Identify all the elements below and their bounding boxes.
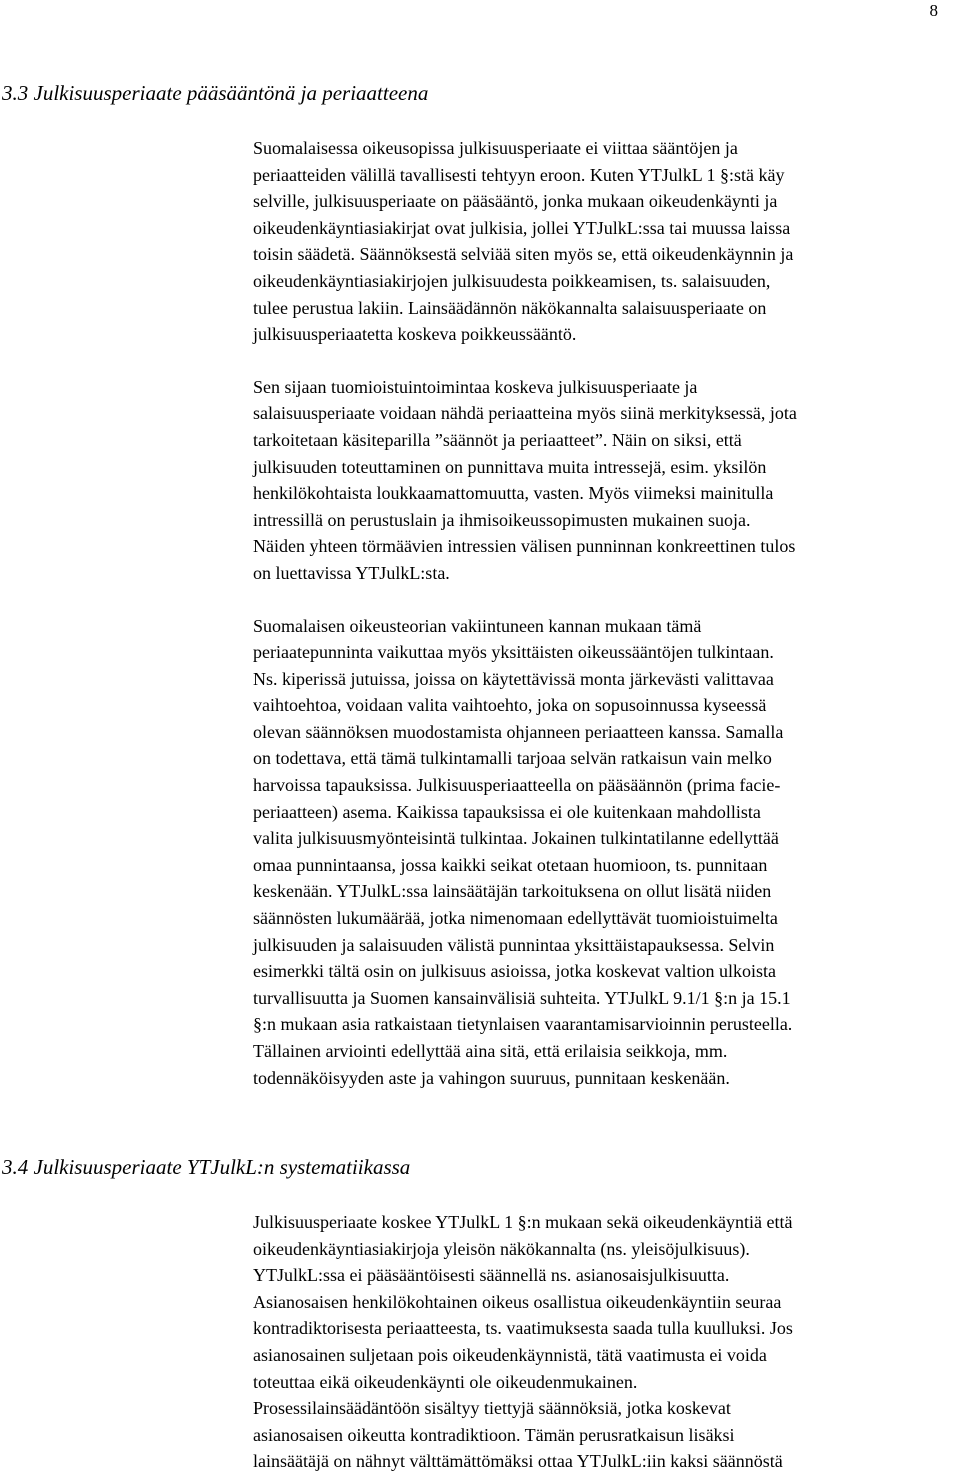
text-line: §:n mukaan asia ratkaistaan tietynlaisen vaarantamisarvioinnin perusteella.	[253, 1014, 793, 1035]
text-line: toteuttaa eikä oikeudenkäynti ole oikeudenmukainen.	[253, 1371, 638, 1392]
text-line: todennäköisyyden aste ja vahingon suuruus, punnitaan keskenään.	[253, 1067, 730, 1088]
text-line: Sen sijaan tuomioistuintoimintaa koskeva julkisuusperiaate ja	[253, 376, 698, 397]
text-line: valita julkisuusmyönteisintä tulkintaa. Jokainen tulkintatilanne edellyttää	[253, 828, 779, 849]
text-line: oikeudenkäyntiasiakirjoja yleisön näkökannalta (ns. yleisöjulkisuus).	[253, 1238, 750, 1259]
text-line: Suomalaisessa oikeusopissa julkisuusperiaate ei viittaa sääntöjen ja	[253, 138, 738, 158]
text-line: julkisuuden toteuttaminen on punnittava muita intressejä, esim. yksilön	[253, 456, 767, 477]
paragraph-spacer	[253, 587, 958, 613]
paragraph-1	[253, 1209, 958, 1475]
text-line: vaihtoehtoa, voidaan valita vaihtoehto, joka on sopusoinnussa kyseessä	[253, 695, 767, 716]
text-line: on todettava, että tämä tulkintamalli tarjoaa selvän ratkaisun vain melko	[253, 748, 772, 769]
text-line: salaisuusperiaate voidaan nähdä periaatteina myös siinä merkityksessä, jota	[253, 403, 797, 424]
text-line: olevan säännöksen muodostamista ohjanneen periaatteen kanssa. Samalla	[253, 721, 784, 742]
section-body-3-3	[253, 135, 958, 1091]
text-line: Prosessilainsäädäntöön sisältyy tiettyjä säännöksiä, jotka koskevat	[253, 1398, 731, 1419]
text-line: asianosaisen oikeutta kontradiktioon. Tämän perusratkaisun lisäksi	[253, 1424, 735, 1445]
text-line: asianosainen suljetaan pois oikeudenkäynnistä, tätä vaatimusta ei voida	[253, 1344, 767, 1365]
text-line: kontradiktorisesta periaatteesta, ts. vaatimuksesta saada tulla kuulluksi. Jos	[253, 1318, 793, 1339]
text-line: oikeudenkäyntiasiakirjojen julkisuudesta poikkeamisen, ts. salaisuuden,	[253, 270, 771, 291]
text-line: Asianosaisen henkilökohtainen oikeus osallistua oikeudenkäyntiin seuraa	[253, 1291, 782, 1312]
text-line: omaa punnintaansa, jossa kaikki seikat otetaan huomioon, ts. punnitaan	[253, 854, 768, 875]
text-line: säännösten lukumäärää, jotka nimenomaan edellyttävät tuomioistuimelta	[253, 908, 778, 929]
section-heading-3-3: 3.3 Julkisuusperiaate pääsääntönä ja periaatteena	[2, 81, 429, 105]
paragraph-1	[253, 135, 958, 348]
text-line: Suomalaisen oikeusteorian vakiintuneen kannan mukaan tämä	[253, 615, 702, 636]
text-line: Julkisuusperiaate koskee YTJulkL 1 §:n mukaan sekä oikeudenkäyntiä että	[253, 1212, 793, 1232]
text-line: lainsäätäjä on nähnyt välttämättömäksi ottaa YTJulkL:iin kaksi säännöstä	[253, 1451, 783, 1472]
text-line: oikeudenkäyntiasiakirjat ovat julkisia, jollei YTJulkL:ssa tai muussa laissa	[253, 217, 791, 238]
text-line: julkisuusperiaatetta koskeva poikkeussääntö.	[253, 324, 577, 345]
text-line: periaatepunninta vaikuttaa myös yksittäisten oikeussääntöjen tulkintaan.	[253, 642, 774, 663]
text-line: tarkoitetaan käsiteparilla ”säännöt ja periaatteet”. Näin on siksi, että	[253, 429, 742, 450]
text-line: turvallisuutta ja Suomen kansainvälisiä suhteita. YTJulkL 9.1/1 §:n ja 15.1	[253, 987, 791, 1008]
text-line: Ns. kiperissä jutuissa, joissa on käytettävissä monta järkevästi valittavaa	[253, 668, 774, 689]
text-line: Näiden yhteen törmäävien intressien välisen punninnan konkreettinen tulos	[253, 536, 796, 557]
section-heading-3-4: 3.4 Julkisuusperiaate YTJulkL:n systematiikassa	[2, 1155, 411, 1179]
text-line: on luettavissa YTJulkL:sta.	[253, 562, 450, 583]
text-line: intressillä on perustuslain ja ihmisoikeussopimusten mukainen suoja.	[253, 509, 751, 530]
text-line: julkisuuden ja salaisuuden välistä punnintaa yksittäistapauksessa. Selvin	[253, 934, 775, 955]
section-body-3-4	[253, 1209, 958, 1475]
text-line: esimerkki tältä osin on julkisuus asioissa, jotka koskevat valtion ulkoista	[253, 961, 776, 982]
paragraph-spacer	[253, 348, 958, 374]
text-line: selville, julkisuusperiaate on pääsääntö, jonka mukaan oikeudenkäynti ja	[253, 191, 778, 212]
text-line: keskenään. YTJulkL:ssa lainsäätäjän tarkoituksena on ollut lisätä niiden	[253, 881, 772, 902]
paragraph-2	[253, 374, 958, 587]
text-line: Tällainen arviointi edellyttää aina sitä, että erilaisia seikkoja, mm.	[253, 1041, 728, 1061]
paragraph-3	[253, 613, 958, 1092]
text-line: tulee perustua lakiin. Lainsäädännön näkökannalta salaisuusperiaate on	[253, 297, 767, 318]
text-line: periaatteen) asema. Kaikissa tapauksissa ei ole kuitenkaan mahdollista	[253, 801, 761, 822]
text-line: periaatteiden välillä tavallisesti tehtyyn eroon. Kuten YTJulkL 1 §:stä käy	[253, 164, 785, 185]
text-line: harvoissa tapauksissa. Julkisuusperiaatteella on pääsäännön (prima facie-	[253, 775, 781, 796]
text-line: YTJulkL:ssa ei pääsääntöisesti säännellä ns. asianosaisjulkisuutta.	[253, 1265, 730, 1286]
text-line: toisin säädetä. Säännöksestä selviää siten myös se, että oikeudenkäynnin ja	[253, 244, 794, 265]
text-line: henkilökohtaista loukkaamattomuutta, vasten. Myös viimeksi mainitulla	[253, 483, 774, 504]
page-number: 8	[929, 1, 938, 20]
